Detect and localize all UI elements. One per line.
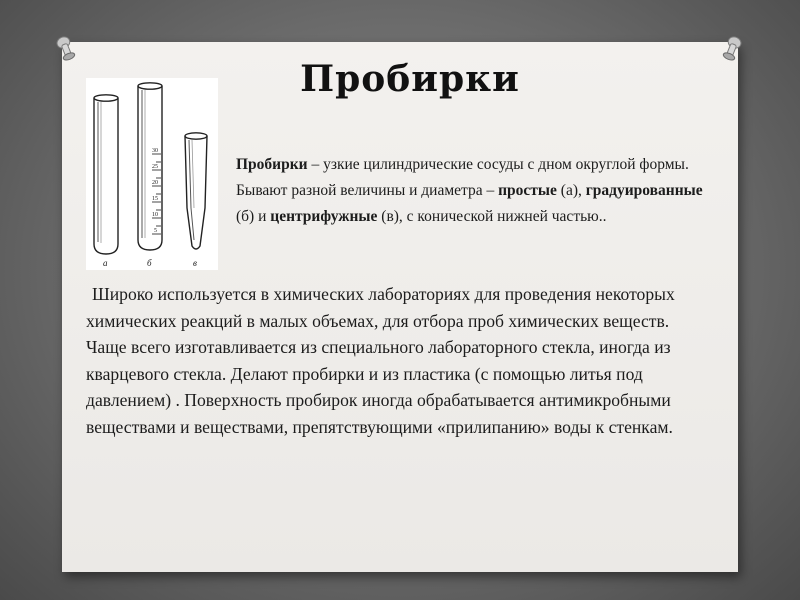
scale-label-20: 20: [152, 180, 158, 186]
test-tube-graduated: [138, 83, 162, 250]
figure-label-a: а: [103, 258, 108, 268]
scale-label-30: 30: [152, 148, 158, 154]
term-simple: простые: [498, 182, 557, 199]
definition-text-3: (б) и: [236, 208, 271, 225]
figure-label-b: б: [147, 258, 152, 268]
test-tube-simple: [94, 95, 118, 254]
term-test-tubes: Пробирки: [236, 156, 308, 173]
term-graduated: градуированные: [585, 182, 703, 199]
definition-text-4: (в), с конической нижней частью..: [377, 208, 607, 225]
slide-title: Пробирки: [300, 58, 520, 100]
scale-label-10: 10: [152, 212, 158, 218]
usage-paragraph: Широко используется в химических лабораториях для проведения некоторых химических реакций в малых объемах, для отбора проб химических веществ. Чаще всего изготавливается из специального лабораторного стекла, иногда из кварцевого стекла. Делают пробирки и из пластика (с помощью литья под давлением) . Поверхность пробирок иногда обрабатывается антимикробными веществами и веществами, препятствующими «прилипанию» воды к стенкам.: [86, 284, 675, 437]
definition-text-1: – узкие цилиндрические сосуды с дном округлой формы. Бывают разной величины и диаметра –: [236, 156, 689, 199]
figure-label-c: в: [193, 258, 197, 268]
test-tube-centrifuge: [185, 133, 207, 249]
term-centrifuge: центрифужные: [270, 208, 378, 225]
test-tubes-illustration: [86, 78, 218, 270]
scale-label-5: 5: [154, 228, 157, 234]
definition-paragraph: [236, 152, 716, 230]
definition-text-2: (а),: [556, 182, 586, 199]
scale-label-15: 15: [152, 196, 158, 202]
scale-label-25: 25: [152, 164, 158, 170]
